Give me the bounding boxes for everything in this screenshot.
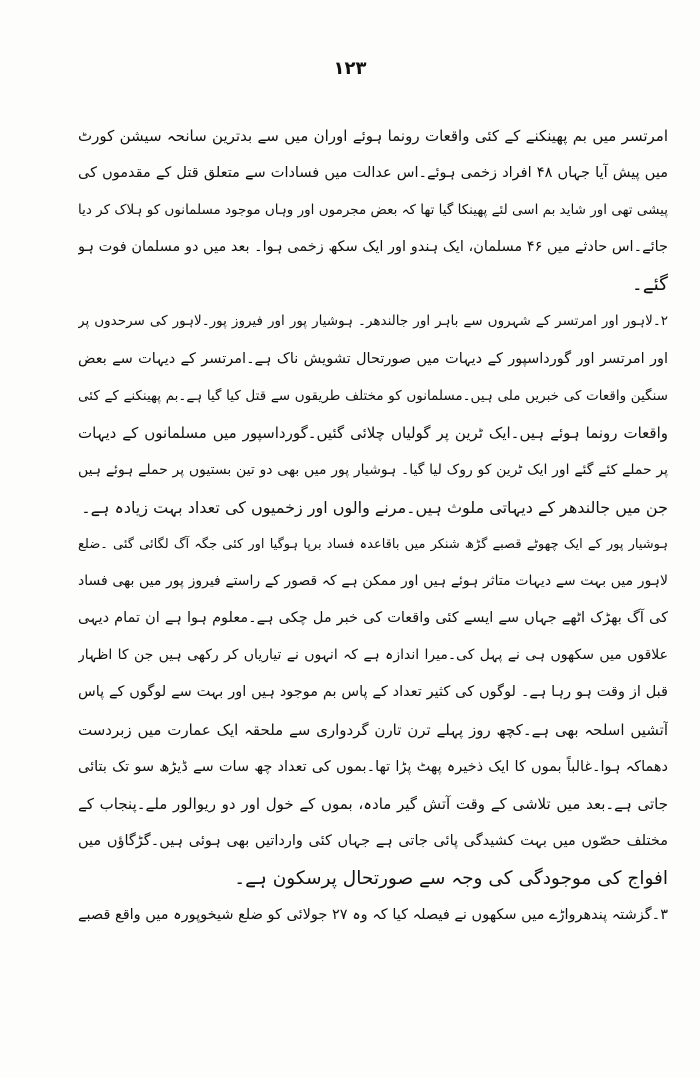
text-line: لاہور میں بہت سے دیہات متاثر ہوئے ہیں اور ممکن ہے کہ قصور کے راستے فیروز پور میں بھی فساد — [78, 573, 668, 590]
text-line: اور امرتسر اور گورداسپور کے دیہات میں صورتحال تشویش ناک ہے۔امرتسر کے دیہات سے بعض — [78, 350, 668, 367]
text-line: امرتسر میں بم پھینکنے کے کئی واقعات رونما ہوئے اوران میں سے بدترین سانحہ سیشن کورٹ — [78, 127, 668, 145]
text-line: قبل از وقت ہو رہا ہے۔ لوگوں کی کثیر تعداد کے پاس بم موجود ہیں اور بہت سے لوگوں کے پاس — [78, 684, 668, 701]
text-line: ۳۔گزشتہ پندھرواڑے میں سکھوں نے فیصلہ کیا کہ وہ ۲۷ جولائی کو ضلع شیخوپورہ میں واقع قصبے — [78, 906, 668, 923]
text-line: پر حملے کئے گئے اور ایک ٹرین کو روک لیا گیا۔ ہوشیار پور میں بھی دو تین بستیوں پر حملے ہوئے ہیں — [78, 461, 668, 478]
text-line: علاقوں میں سکھوں ہی نے پہل کی۔میرا اندازہ ہے کہ انہوں نے تیاریاں کر رکھی ہیں جن کا اظہار — [78, 647, 668, 664]
text-line: پیشی تھی اور شاید بم اسی لئے پھینکا گیا تھا کہ بعض مجرموں اور وہاں موجود مسلمانوں کو ہلاک کر دیا — [78, 202, 668, 219]
text-line: واقعات رونما ہوئے ہیں۔ایک ٹرین پر گولیاں چلائی گئیں۔گورداسپور میں مسلمانوں کے دیہات — [78, 423, 668, 442]
text-line: گئے۔ — [631, 274, 668, 296]
text-line: جاتی ہے۔بعد میں تلاشی کے وقت آتش گیر مادہ، بموں کے خول اور دو ریوالور ملے۔پنجاب کے — [78, 794, 668, 813]
text-line: مختلف حصّوں میں بہت کشیدگی پائی جاتی ہے جہاں کئی وارداتیں بھی ہوئی ہیں۔گڑگاؤں میں — [78, 832, 668, 849]
body-text — [78, 118, 668, 934]
text-line: کی آگ بھڑک اٹھے جہاں سے ایسے کئی واقعات کی خبر مل چکی ہے۔معلوم ہوا ہے ان تمام دیہی — [78, 610, 668, 627]
text-line: میں پیش آیا جہاں ۴۸ افراد زخمی ہوئے۔اس عدالت میں فسادات سے متعلق قتل کے مقدموں کی — [78, 165, 668, 182]
text-line: دھماکہ ہوا۔غالباً بموں کا ایک ذخیرہ پھٹ پڑا تھا۔بموں کی تعداد چھ سات سے ڈیڑھ سو تک بتائی — [78, 758, 668, 775]
text-line: آتشیں اسلحہ بھی ہے۔کچھ روز پہلے ترن تارن گردواری سے ملحقہ ایک عمارت میں زبردست — [78, 720, 668, 739]
text-line: جن میں جالندھر کے دیہاتی ملوث ہیں۔مرنے والوں اور زخمیوں کی تعداد بہت زیادہ ہے۔ — [81, 497, 668, 517]
text-line: ہوشیار پور کے ایک چھوٹے قصبے گڑھ شنکر میں باقاعدہ فساد برپا ہوگیا اور کئی جگہ آگ لگائی گئی ۔ضلع — [78, 537, 668, 553]
text-line: جائے۔اس حادثے میں ۴۶ مسلمان، ایک ہندو اور ایک سکھ زخمی ہوا۔ بعد میں دو مسلمان فوت ہو — [78, 239, 668, 256]
page-number: ١٢٣ — [333, 58, 367, 79]
text-line: ۲۔لاہور اور امرتسر کے شہروں سے باہر اور جالندھر۔ ہوشیار پور اور فیروز پور۔لاہور کی سرحدوں پر — [78, 313, 668, 330]
text-line: افواج کی موجودگی کی وجہ سے صورتحال پرسکون ہے۔ — [234, 867, 668, 889]
text-line: سنگین واقعات کی خبریں ملی ہیں۔مسلمانوں کو مختلف طریقوں سے قتل کیا گیا ہے۔بم پھینکنے کے کئی — [78, 387, 668, 404]
